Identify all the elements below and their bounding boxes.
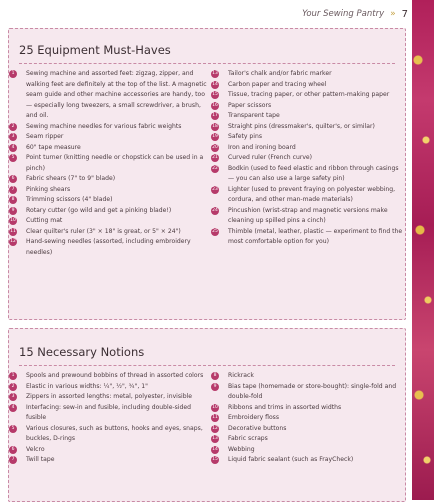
- list-item: [9, 237, 209, 258]
- list-item: [211, 122, 403, 133]
- item-number-badge: 17: [212, 113, 218, 118]
- list-column-right: [211, 371, 403, 466]
- list-item: [211, 90, 403, 101]
- item-text: Trimming scissors (4" blade): [26, 196, 113, 203]
- list-item: [9, 206, 209, 217]
- item-number-badge: 3: [9, 133, 17, 141]
- list-column-left: [9, 69, 209, 258]
- list-item: [211, 206, 403, 227]
- dashed-divider: [19, 63, 395, 64]
- item-number-badge: 8: [211, 372, 219, 380]
- item-text: Pinking shears: [26, 185, 71, 193]
- item-number-badge: 5: [9, 154, 17, 162]
- item-text: Clear quilter's ruler (3" × 18" is great, or 5" × 24"): [26, 227, 181, 235]
- item-number-badge: 6: [9, 175, 17, 183]
- list-item: [211, 111, 403, 122]
- item-number-badge: 4: [9, 404, 17, 412]
- section-title: 15 Necessary Notions: [19, 345, 145, 359]
- item-text: Tailor's chalk and/or fabric marker: [228, 70, 332, 77]
- item-number-badge: 22: [212, 165, 218, 171]
- list-item: [9, 153, 209, 174]
- list-item: [9, 371, 209, 382]
- item-number-badge: 1: [9, 70, 17, 78]
- list-item: [211, 455, 403, 466]
- item-number-badge: 10: [10, 218, 16, 223]
- list-item: [211, 382, 403, 403]
- item-number-badge: 14: [212, 446, 218, 452]
- item-text: Carbon paper and tracing wheel: [228, 80, 327, 88]
- notions-section: [8, 328, 406, 502]
- item-number-badge: 25: [212, 228, 218, 234]
- list-item: [211, 403, 403, 414]
- list-item: [211, 69, 403, 80]
- item-text: Sewing machine and assorted feet: zigzag, zipper, and walking feet are definitely at the top of the list. A magnetic seam guide and other machine accessories are handy, too — especially long tweezers, a small screwdriver, a brush, and oil.: [26, 70, 207, 119]
- dashed-divider: [19, 365, 395, 366]
- item-text: Decorative buttons: [228, 424, 287, 432]
- list-item: [211, 101, 403, 112]
- item-text: Velcro: [26, 445, 45, 453]
- item-number-badge: 24: [212, 207, 218, 213]
- item-text: Various closures, such as buttons, hooks and eyes, snaps, buckles, D-rings: [26, 424, 203, 442]
- item-text: Hand-sewing needles (assorted, including embroidery needles): [26, 238, 191, 256]
- list-item: [9, 424, 209, 445]
- item-number-badge: 1: [9, 372, 17, 380]
- list-item: [9, 227, 209, 238]
- item-number-badge: 20: [212, 144, 218, 150]
- item-text: Spools and prewound bobbins of thread in assorted colors: [26, 372, 204, 379]
- item-text: Elastic in various widths: ¼", ½", ¾", 1": [26, 382, 148, 390]
- item-text: Paper scissors: [228, 101, 272, 109]
- list-item: [9, 403, 209, 424]
- item-text: Zippers in assorted lengths: metal, polyester, invisible: [26, 393, 193, 400]
- item-text: Sewing machine needles for various fabric weights: [26, 122, 182, 130]
- running-header-title: Your Sewing Pantry: [302, 9, 385, 19]
- list-item: [211, 445, 403, 456]
- running-header: [300, 6, 408, 22]
- list-item: [9, 382, 209, 393]
- item-number-badge: 23: [212, 186, 218, 192]
- list-item: [211, 80, 403, 91]
- item-number-badge: 6: [9, 446, 17, 454]
- item-text: Fabric scraps: [228, 435, 268, 442]
- item-text: Embroidery floss: [228, 414, 280, 421]
- list-item: [211, 371, 403, 382]
- item-text: Lighter (used to prevent fraying on polyester webbing, cordura, and other man-made materials): [228, 185, 396, 203]
- double-arrow-icon: »: [390, 9, 396, 19]
- item-text: Iron and ironing board: [228, 143, 296, 151]
- item-number-badge: 19: [212, 134, 218, 139]
- item-number-badge: 3: [9, 393, 17, 401]
- item-number-badge: 7: [9, 186, 17, 194]
- item-text: Straight pins (dressmaker's, quilter's, or similar): [228, 122, 375, 130]
- page-number: 7: [401, 8, 408, 20]
- item-number-badge: 18: [212, 123, 218, 129]
- item-text: Cutting mat: [26, 217, 63, 224]
- item-number-badge: 2: [9, 383, 17, 391]
- item-text: Curved ruler (French curve): [228, 154, 313, 161]
- item-text: Rickrack: [228, 372, 254, 379]
- item-number-badge: 12: [212, 425, 218, 431]
- list-item: [211, 434, 403, 445]
- list-item: [211, 424, 403, 435]
- item-text: Safety pins: [228, 133, 263, 140]
- item-number-badge: 21: [212, 155, 218, 160]
- item-number-badge: 7: [9, 456, 17, 464]
- list-item: [9, 143, 209, 154]
- list-item: [211, 132, 403, 143]
- list-item: [9, 392, 209, 403]
- item-text: Webbing: [228, 445, 255, 453]
- item-text: Fabric shears (7" to 9" blade): [26, 175, 116, 182]
- list-item: [9, 216, 209, 227]
- list-item: [211, 227, 403, 248]
- item-number-badge: 8: [9, 196, 17, 204]
- list-item: [9, 132, 209, 143]
- list-item: [9, 122, 209, 133]
- list-item: [211, 164, 403, 185]
- item-text: Tissue, tracing paper, or other pattern-making paper: [228, 91, 390, 98]
- item-text: Thimble (metal, leather, plastic — experiment to find the most comfortable option for you): [228, 227, 403, 245]
- item-number-badge: 13: [212, 436, 218, 441]
- item-number-badge: 2: [9, 123, 17, 131]
- item-text: Seam ripper: [26, 133, 64, 140]
- item-text: 60" tape measure: [26, 143, 81, 151]
- list-item: [211, 153, 403, 164]
- list-column-left: [9, 371, 209, 466]
- list-column-right: [211, 69, 403, 248]
- item-number-badge: 15: [212, 457, 218, 462]
- list-item: [211, 413, 403, 424]
- list-item: [211, 185, 403, 206]
- section-title: 25 Equipment Must-Haves: [19, 43, 171, 57]
- item-text: Transparent tape: [228, 112, 280, 119]
- item-text: Liquid fabric sealant (such as FrayCheck): [228, 456, 354, 463]
- item-number-badge: 9: [211, 383, 219, 391]
- item-number-badge: 9: [9, 207, 17, 215]
- item-number-badge: 14: [212, 81, 218, 87]
- decorative-fabric-strip: [412, 0, 434, 500]
- item-number-badge: 10: [212, 404, 218, 410]
- item-text: Bodkin (used to feed elastic and ribbon through casings — you can also use a large safety pin): [228, 164, 399, 182]
- item-text: Ribbons and trims in assorted widths: [228, 403, 342, 411]
- item-text: Twill tape: [26, 456, 55, 463]
- item-text: Rotary cutter (go wild and get a pinking blade!): [26, 206, 172, 214]
- item-number-badge: 13: [212, 71, 218, 76]
- list-item: [9, 174, 209, 185]
- item-number-badge: 16: [212, 102, 218, 108]
- item-text: Interfacing: sew-in and fusible, including double-sided fusible: [26, 403, 192, 421]
- list-item: [9, 455, 209, 466]
- item-number-badge: 4: [9, 144, 17, 152]
- item-text: Point turner (knitting needle or chopstick can be used in a pinch): [26, 154, 204, 172]
- list-item: [211, 143, 403, 154]
- item-number-badge: 5: [9, 425, 17, 433]
- list-item: [9, 195, 209, 206]
- item-text: Pincushion (wrist-strap and magnetic versions make cleaning up spilled pins a cinch): [228, 206, 388, 224]
- list-item: [9, 445, 209, 456]
- item-number-badge: 11: [212, 415, 218, 420]
- item-number-badge: 15: [212, 92, 218, 97]
- equipment-section: [8, 28, 406, 320]
- item-text: Bias tape (homemade or store-bought): single-fold and double-fold: [228, 382, 397, 400]
- list-item: [9, 185, 209, 196]
- item-number-badge: 11: [10, 228, 16, 234]
- list-item: [9, 69, 209, 122]
- item-number-badge: 12: [10, 239, 16, 244]
